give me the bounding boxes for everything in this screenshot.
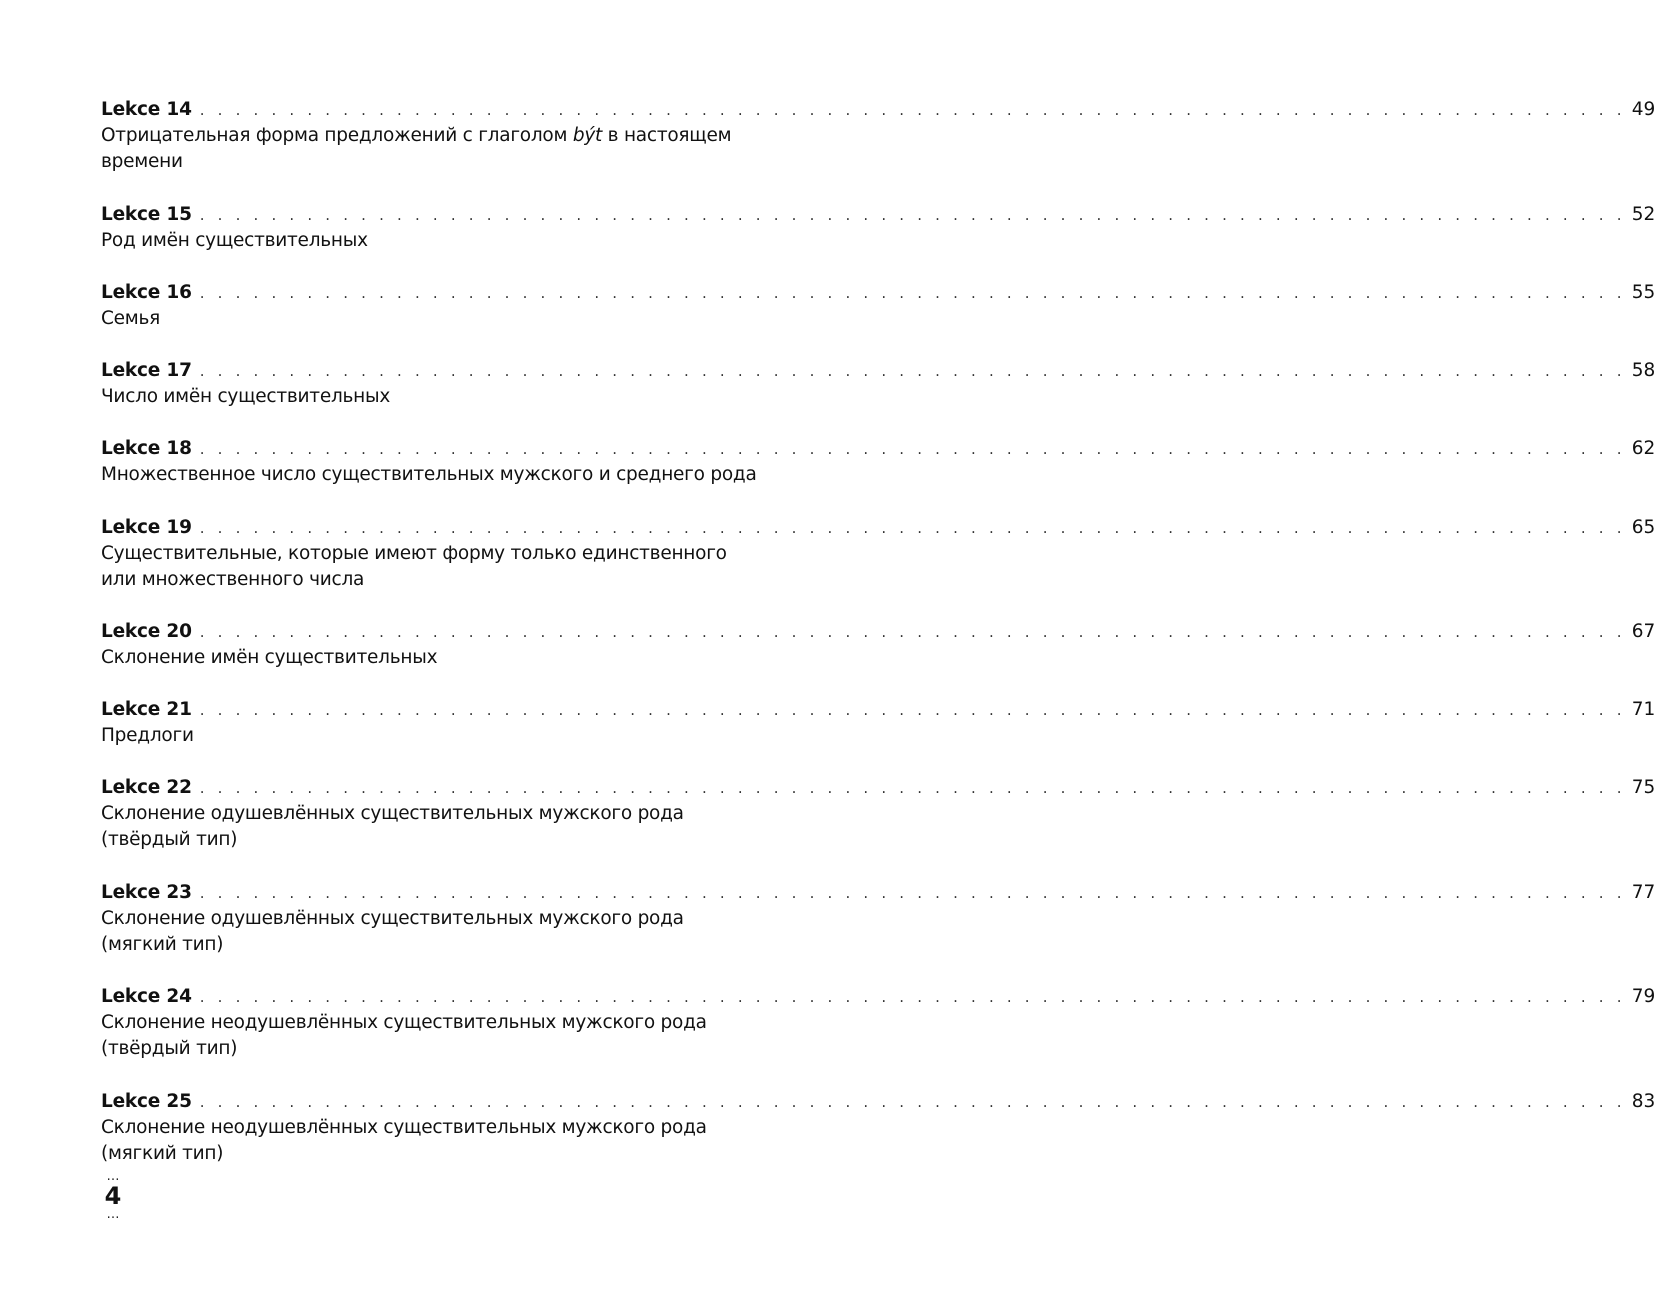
dot-leader: . . . . . . . . . . . . . . . . . . . . . . . . . . . . . . . . . . . . . . . . . . . . . . . . . . . . . . . . . . . . . . . . . . . . . . . . . . . . . . . . bbox=[199, 519, 1626, 537]
lesson-title-text: Число имён существительных bbox=[101, 386, 391, 407]
lesson-title-text: Склонение имён существительных bbox=[101, 647, 438, 668]
toc-entry-heading bbox=[101, 96, 1655, 123]
folio-ornament-top: … bbox=[106, 1169, 120, 1184]
lesson-label: Lekce 24 bbox=[101, 986, 192, 1007]
toc-entry bbox=[101, 357, 1655, 410]
lesson-title bbox=[101, 906, 763, 958]
toc-entry bbox=[101, 983, 1655, 1062]
lesson-title bbox=[101, 801, 763, 853]
page-number: 4 bbox=[104, 1182, 122, 1210]
page-reference: 49 bbox=[1631, 99, 1655, 120]
toc-entry bbox=[101, 1088, 1655, 1167]
lesson-label: Lekce 19 bbox=[101, 517, 192, 538]
page-reference: 83 bbox=[1631, 1091, 1655, 1112]
lesson-title bbox=[101, 123, 763, 175]
toc-entry bbox=[101, 618, 1655, 671]
toc-entry-heading bbox=[101, 618, 1655, 645]
lesson-label: Lekce 16 bbox=[101, 282, 192, 303]
toc-entry-heading bbox=[101, 514, 1655, 541]
lesson-title bbox=[101, 306, 763, 332]
dot-leader: . . . . . . . . . . . . . . . . . . . . . . . . . . . . . . . . . . . . . . . . . . . . . . . . . . . . . . . . . . . . . . . . . . . . . . . . . . . . . . . . bbox=[199, 440, 1626, 458]
page-reference: 77 bbox=[1631, 882, 1655, 903]
lesson-title bbox=[101, 1115, 763, 1167]
lesson-title-text: Род имён существительных bbox=[101, 230, 368, 251]
lesson-label: Lekce 21 bbox=[101, 699, 192, 720]
lesson-title bbox=[101, 384, 763, 410]
lesson-title bbox=[101, 1010, 763, 1062]
dot-leader: . . . . . . . . . . . . . . . . . . . . . . . . . . . . . . . . . . . . . . . . . . . . . . . . . . . . . . . . . . . . . . . . . . . . . . . . . . . . . . . . bbox=[199, 623, 1626, 641]
lesson-title-text: Семья bbox=[101, 308, 161, 329]
lesson-title bbox=[101, 645, 763, 671]
page-reference: 52 bbox=[1631, 204, 1655, 225]
lesson-label: Lekce 25 bbox=[101, 1091, 192, 1112]
toc-entry-heading bbox=[101, 879, 1655, 906]
lesson-label: Lekce 22 bbox=[101, 777, 192, 798]
toc-entry-heading bbox=[101, 279, 1655, 306]
toc-entry bbox=[101, 774, 1655, 853]
page-reference: 75 bbox=[1631, 777, 1655, 798]
dot-leader: . . . . . . . . . . . . . . . . . . . . . . . . . . . . . . . . . . . . . . . . . . . . . . . . . . . . . . . . . . . . . . . . . . . . . . . . . . . . . . . . bbox=[199, 206, 1626, 224]
toc-entry-heading bbox=[101, 774, 1655, 801]
lesson-title-text: Отрицательная форма предложений с глаголом bbox=[101, 125, 573, 146]
lesson-label: Lekce 18 bbox=[101, 438, 192, 459]
lesson-title-text: Склонение одушевлённых существительных мужского рода (мягкий тип) bbox=[101, 908, 684, 955]
lesson-title-text-after: в настоящем времени bbox=[101, 125, 732, 172]
page-reference: 71 bbox=[1631, 699, 1655, 720]
lesson-title bbox=[101, 541, 763, 593]
folio-ornament-bottom: … bbox=[106, 1207, 120, 1222]
lesson-label: Lekce 23 bbox=[101, 882, 192, 903]
toc-entry bbox=[101, 96, 1655, 175]
lesson-label: Lekce 14 bbox=[101, 99, 192, 120]
toc-entry bbox=[101, 279, 1655, 332]
page-reference: 65 bbox=[1631, 517, 1655, 538]
toc-entry bbox=[101, 435, 1655, 488]
lesson-title bbox=[101, 462, 763, 488]
lesson-title bbox=[101, 723, 763, 749]
page-reference: 67 bbox=[1631, 621, 1655, 642]
dot-leader: . . . . . . . . . . . . . . . . . . . . . . . . . . . . . . . . . . . . . . . . . . . . . . . . . . . . . . . . . . . . . . . . . . . . . . . . . . . . . . . . bbox=[199, 362, 1626, 380]
toc-entry bbox=[101, 696, 1655, 749]
toc-entry-heading bbox=[101, 435, 1655, 462]
toc-entry bbox=[101, 514, 1655, 593]
page-reference: 79 bbox=[1631, 986, 1655, 1007]
lesson-title-text: Склонение неодушевлённых существительных мужского рода (твёрдый тип) bbox=[101, 1012, 707, 1059]
lesson-title-text: Предлоги bbox=[101, 725, 194, 746]
lesson-title-italic: být bbox=[572, 125, 603, 146]
lesson-label: Lekce 17 bbox=[101, 360, 192, 381]
toc-entry bbox=[101, 879, 1655, 958]
table-of-contents bbox=[101, 96, 1655, 1167]
toc-entry-heading bbox=[101, 696, 1655, 723]
dot-leader: . . . . . . . . . . . . . . . . . . . . . . . . . . . . . . . . . . . . . . . . . . . . . . . . . . . . . . . . . . . . . . . . . . . . . . . . . . . . . . . . bbox=[199, 988, 1626, 1006]
dot-leader: . . . . . . . . . . . . . . . . . . . . . . . . . . . . . . . . . . . . . . . . . . . . . . . . . . . . . . . . . . . . . . . . . . . . . . . . . . . . . . . . bbox=[199, 779, 1626, 797]
dot-leader: . . . . . . . . . . . . . . . . . . . . . . . . . . . . . . . . . . . . . . . . . . . . . . . . . . . . . . . . . . . . . . . . . . . . . . . . . . . . . . . . bbox=[199, 101, 1626, 119]
dot-leader: . . . . . . . . . . . . . . . . . . . . . . . . . . . . . . . . . . . . . . . . . . . . . . . . . . . . . . . . . . . . . . . . . . . . . . . . . . . . . . . . bbox=[199, 701, 1626, 719]
lesson-title-text: Склонение неодушевлённых существительных мужского рода (мягкий тип) bbox=[101, 1117, 707, 1164]
lesson-title-text: Существительные, которые имеют форму только единственного или множественного числа bbox=[101, 543, 727, 590]
toc-entry-heading bbox=[101, 201, 1655, 228]
lesson-title-text: Склонение одушевлённых существительных мужского рода (твёрдый тип) bbox=[101, 803, 684, 850]
toc-entry-heading bbox=[101, 983, 1655, 1010]
dot-leader: . . . . . . . . . . . . . . . . . . . . . . . . . . . . . . . . . . . . . . . . . . . . . . . . . . . . . . . . . . . . . . . . . . . . . . . . . . . . . . . . bbox=[199, 284, 1626, 302]
lesson-title bbox=[101, 228, 763, 254]
toc-entry-heading bbox=[101, 1088, 1655, 1115]
lesson-label: Lekce 20 bbox=[101, 621, 192, 642]
page-reference: 58 bbox=[1631, 360, 1655, 381]
toc-entry bbox=[101, 201, 1655, 254]
page-folio bbox=[101, 1170, 125, 1222]
lesson-label: Lekce 15 bbox=[101, 204, 192, 225]
dot-leader: . . . . . . . . . . . . . . . . . . . . . . . . . . . . . . . . . . . . . . . . . . . . . . . . . . . . . . . . . . . . . . . . . . . . . . . . . . . . . . . . bbox=[199, 884, 1626, 902]
page-reference: 62 bbox=[1631, 438, 1655, 459]
toc-entry-heading bbox=[101, 357, 1655, 384]
lesson-title-text: Множественное число существительных мужского и среднего рода bbox=[101, 464, 757, 485]
dot-leader: . . . . . . . . . . . . . . . . . . . . . . . . . . . . . . . . . . . . . . . . . . . . . . . . . . . . . . . . . . . . . . . . . . . . . . . . . . . . . . . . bbox=[199, 1093, 1626, 1111]
page-reference: 55 bbox=[1631, 282, 1655, 303]
